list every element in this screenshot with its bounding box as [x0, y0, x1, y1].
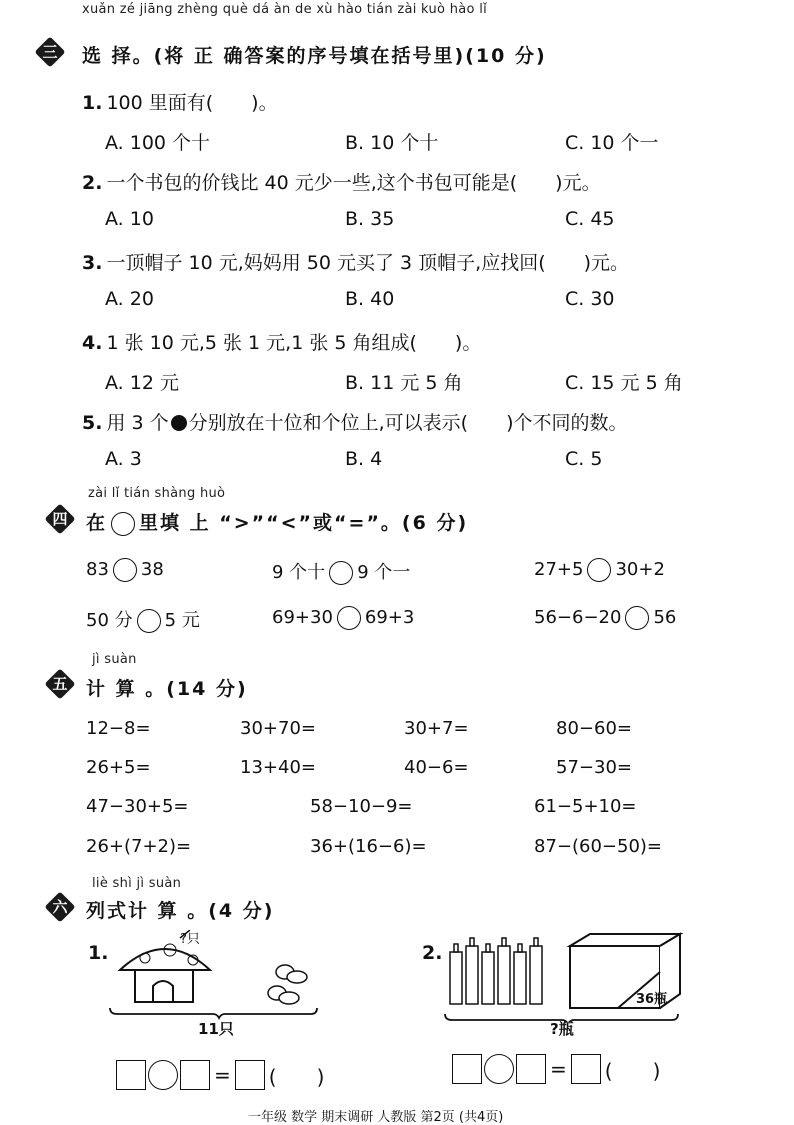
- problem-1-number: 1.: [88, 942, 109, 964]
- calc-item: 57−30=: [556, 757, 632, 778]
- calc-item: 36+(16−6)=: [310, 836, 427, 857]
- calc-item: 26+5=: [86, 757, 151, 778]
- sec4-pinyin: zài lǐ tián shàng huò: [88, 486, 226, 501]
- problem-2-bottom-label: ?瓶: [550, 1020, 574, 1038]
- q3: 3. 一顶帽子 10 元,妈妈用 50 元买了 3 顶帽子,应找回( )元。: [82, 252, 630, 274]
- q5-option-a: A. 3: [105, 448, 142, 470]
- answer-circle[interactable]: [587, 558, 611, 582]
- compare-item: 69+30 69+3: [272, 607, 415, 628]
- problem-1-top-label: ?只: [180, 932, 200, 947]
- q1-option-a: A. 100 个十: [105, 132, 211, 154]
- sec3-badge: 三: [36, 38, 66, 68]
- answer-box[interactable]: [116, 1060, 146, 1090]
- circle-blank-icon: [111, 512, 135, 536]
- calc-item: 87−(60−50)=: [534, 836, 663, 857]
- calc-item: 80−60=: [556, 718, 632, 739]
- calc-item: 13+40=: [240, 757, 316, 778]
- answer-box[interactable]: [571, 1054, 601, 1084]
- operator-circle[interactable]: [148, 1060, 178, 1090]
- calc-item: 12−8=: [86, 718, 151, 739]
- unit-paren: ( ): [604, 1058, 661, 1083]
- q1: 1. 100 里面有( )。: [82, 92, 278, 114]
- compare-item: 83 38: [86, 559, 164, 580]
- q3-option-c: C. 30: [565, 288, 615, 310]
- answer-circle[interactable]: [625, 606, 649, 630]
- q5-option-c: C. 5: [565, 448, 603, 470]
- problem-1-equation: [116, 1060, 324, 1090]
- equals-sign: =: [214, 1063, 231, 1087]
- operator-circle[interactable]: [484, 1054, 514, 1084]
- q2-option-c: C. 45: [565, 208, 615, 230]
- sec6-badge: 六: [46, 893, 76, 923]
- sec4-title: 在 里填 上 “>”“<”或“=”。(6 分): [86, 512, 469, 534]
- compare-item: 56−6−20 56: [534, 607, 677, 628]
- compare-item: 9 个十 9 个一: [272, 562, 411, 583]
- q4-option-c: C. 15 元 5 角: [565, 372, 683, 394]
- answer-box[interactable]: [452, 1054, 482, 1084]
- calc-item: 58−10−9=: [310, 796, 413, 817]
- sec5-title: 计 算 。(14 分): [86, 678, 248, 700]
- problem-2-number: 2.: [422, 942, 443, 964]
- q2: 2. 一个书包的价钱比 40 元少一些,这个书包可能是( )元。: [82, 172, 601, 194]
- calc-item: 30+7=: [404, 718, 469, 739]
- q4-option-a: A. 12 元: [105, 372, 179, 394]
- sec6-title: 列式计 算 。(4 分): [86, 900, 275, 922]
- q4: 4. 1 张 10 元,5 张 1 元,1 张 5 角组成( )。: [82, 332, 482, 354]
- q3-option-a: A. 20: [105, 288, 154, 310]
- problem-1-bottom-label: 11只: [198, 1020, 234, 1038]
- answer-box[interactable]: [516, 1054, 546, 1084]
- problem-2-equation: [452, 1054, 660, 1084]
- calc-item: 30+70=: [240, 718, 316, 739]
- equals-sign: =: [550, 1057, 567, 1081]
- q1-option-c: C. 10 个一: [565, 132, 659, 154]
- box-label: 36瓶: [636, 992, 668, 1007]
- calc-item: 47−30+5=: [86, 796, 189, 817]
- bottles-box-illustration: [440, 932, 690, 1022]
- q1-option-b: B. 10 个十: [345, 132, 439, 154]
- q2-option-b: B. 35: [345, 208, 395, 230]
- answer-circle[interactable]: [329, 561, 353, 585]
- bead-icon: [171, 415, 187, 431]
- q5: 5. 用 3 个 分别放在十位和个位上,可以表示( )个不同的数。: [82, 412, 628, 434]
- compare-item: 27+5 30+2: [534, 559, 665, 580]
- sec6-pinyin: liè shì jì suàn: [92, 876, 182, 891]
- answer-circle[interactable]: [113, 558, 137, 582]
- sec3-pinyin: xuǎn zé jiāng zhèng què dá àn de xù hào tián zài kuò hào lǐ: [82, 2, 488, 17]
- calc-item: 61−5+10=: [534, 796, 637, 817]
- sec5-pinyin: jì suàn: [92, 652, 137, 667]
- mushroom-cats-illustration: [105, 930, 335, 1020]
- answer-box[interactable]: [180, 1060, 210, 1090]
- q4-option-b: B. 11 元 5 角: [345, 372, 463, 394]
- q2-option-a: A. 10: [105, 208, 154, 230]
- calc-item: 26+(7+2)=: [86, 836, 192, 857]
- sec3-title: 选 择。(将 正 确答案的序号填在括号里)(10 分): [82, 45, 547, 67]
- answer-circle[interactable]: [137, 609, 161, 633]
- sec5-badge: 五: [46, 670, 76, 700]
- answer-box[interactable]: [235, 1060, 265, 1090]
- q5-option-b: B. 4: [345, 448, 383, 470]
- compare-item: 50 分 5 元: [86, 610, 200, 631]
- page-footer: 一年级 数学 期末调研 人教版 第2页 (共4页): [248, 1110, 504, 1125]
- sec4-badge: 四: [46, 505, 76, 535]
- calc-item: 40−6=: [404, 757, 469, 778]
- q3-option-b: B. 40: [345, 288, 395, 310]
- answer-circle[interactable]: [337, 606, 361, 630]
- unit-paren: ( ): [268, 1064, 325, 1089]
